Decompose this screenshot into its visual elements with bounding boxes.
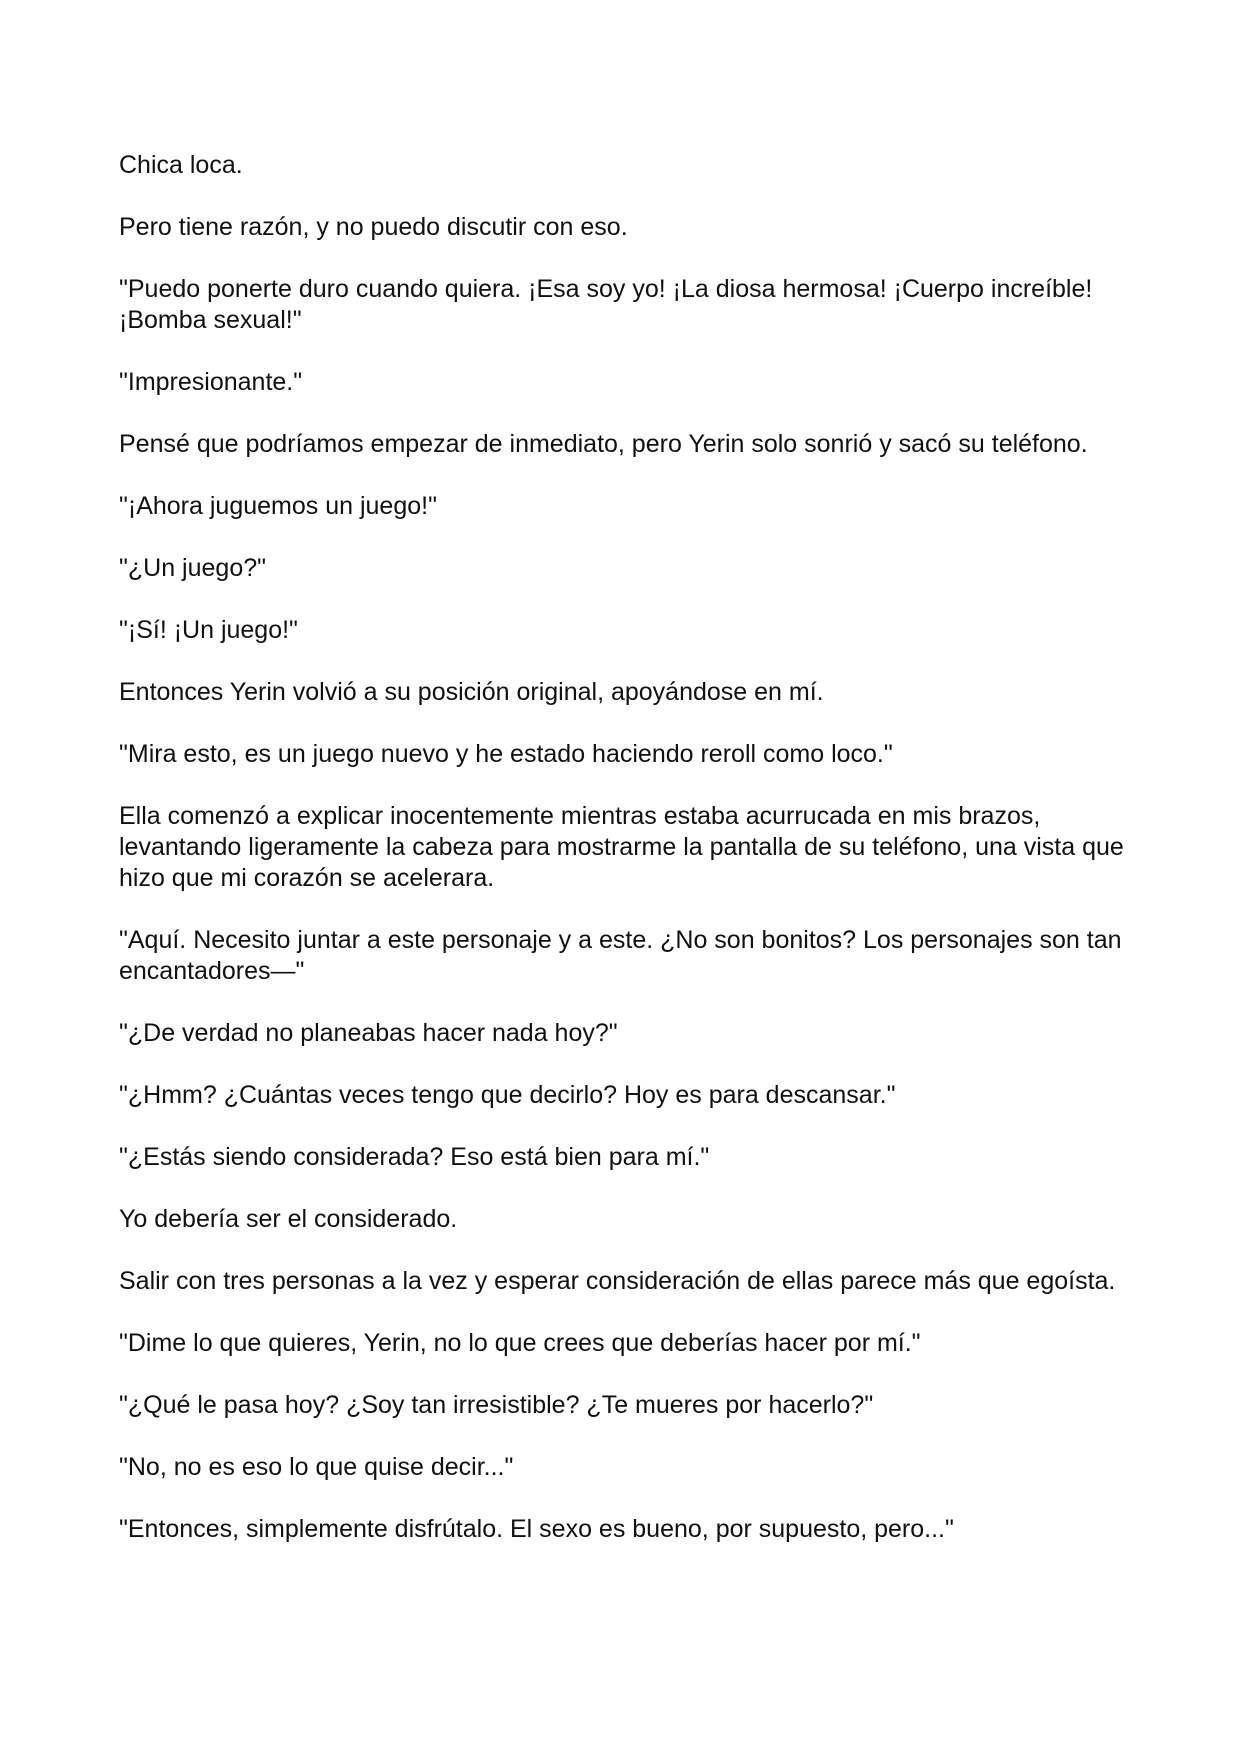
- paragraph: Pensé que podríamos empezar de inmediato, pero Yerin solo sonrió y sacó su teléfono.: [119, 430, 1088, 458]
- paragraph: "Mira esto, es un juego nuevo y he estado haciendo reroll como loco.": [119, 740, 893, 768]
- paragraph: "No, no es eso lo que quise decir...": [119, 1453, 514, 1481]
- paragraph: Yo debería ser el considerado.: [119, 1205, 458, 1233]
- paragraph: "Dime lo que quieres, Yerin, no lo que crees que deberías hacer por mí.": [119, 1329, 921, 1357]
- paragraph: "¿De verdad no planeabas hacer nada hoy?": [119, 1019, 618, 1047]
- paragraph: Ella comenzó a explicar inocentemente mientras estaba acurrucada en mis brazos, levantando ligeramente la cabeza para mostrarme la pantalla de su teléfono, una vista que hizo que mi corazón se acelerara.: [119, 802, 1124, 892]
- paragraph: "¿Un juego?": [119, 554, 266, 582]
- paragraph: Pero tiene razón, y no puedo discutir con eso.: [119, 213, 628, 241]
- paragraph: Salir con tres personas a la vez y esperar consideración de ellas parece más que egoísta.: [119, 1267, 1116, 1295]
- paragraph: "Puedo ponerte duro cuando quiera. ¡Esa soy yo! ¡La diosa hermosa! ¡Cuerpo increíble! ¡Bomba sexual!": [119, 275, 1093, 334]
- paragraph: "Impresionante.": [119, 368, 303, 396]
- paragraph: Entonces Yerin volvió a su posición original, apoyándose en mí.: [119, 678, 824, 706]
- paragraph: "¡Sí! ¡Un juego!": [119, 616, 298, 644]
- paragraph: "¿Hmm? ¿Cuántas veces tengo que decirlo? Hoy es para descansar.": [119, 1081, 896, 1109]
- paragraph: "¿Qué le pasa hoy? ¿Soy tan irresistible? ¿Te mueres por hacerlo?": [119, 1391, 874, 1419]
- paragraph: Chica loca.: [119, 151, 243, 179]
- paragraph: "¿Estás siendo considerada? Eso está bien para mí.": [119, 1143, 710, 1171]
- paragraph: "Aquí. Necesito juntar a este personaje y a este. ¿No son bonitos? Los personajes son tan encantadores—": [119, 926, 1122, 985]
- paragraph: "Entonces, simplemente disfrútalo. El sexo es bueno, por supuesto, pero...": [119, 1515, 954, 1543]
- paragraph: "¡Ahora juguemos un juego!": [119, 492, 437, 520]
- document-body: [119, 150, 1129, 1576]
